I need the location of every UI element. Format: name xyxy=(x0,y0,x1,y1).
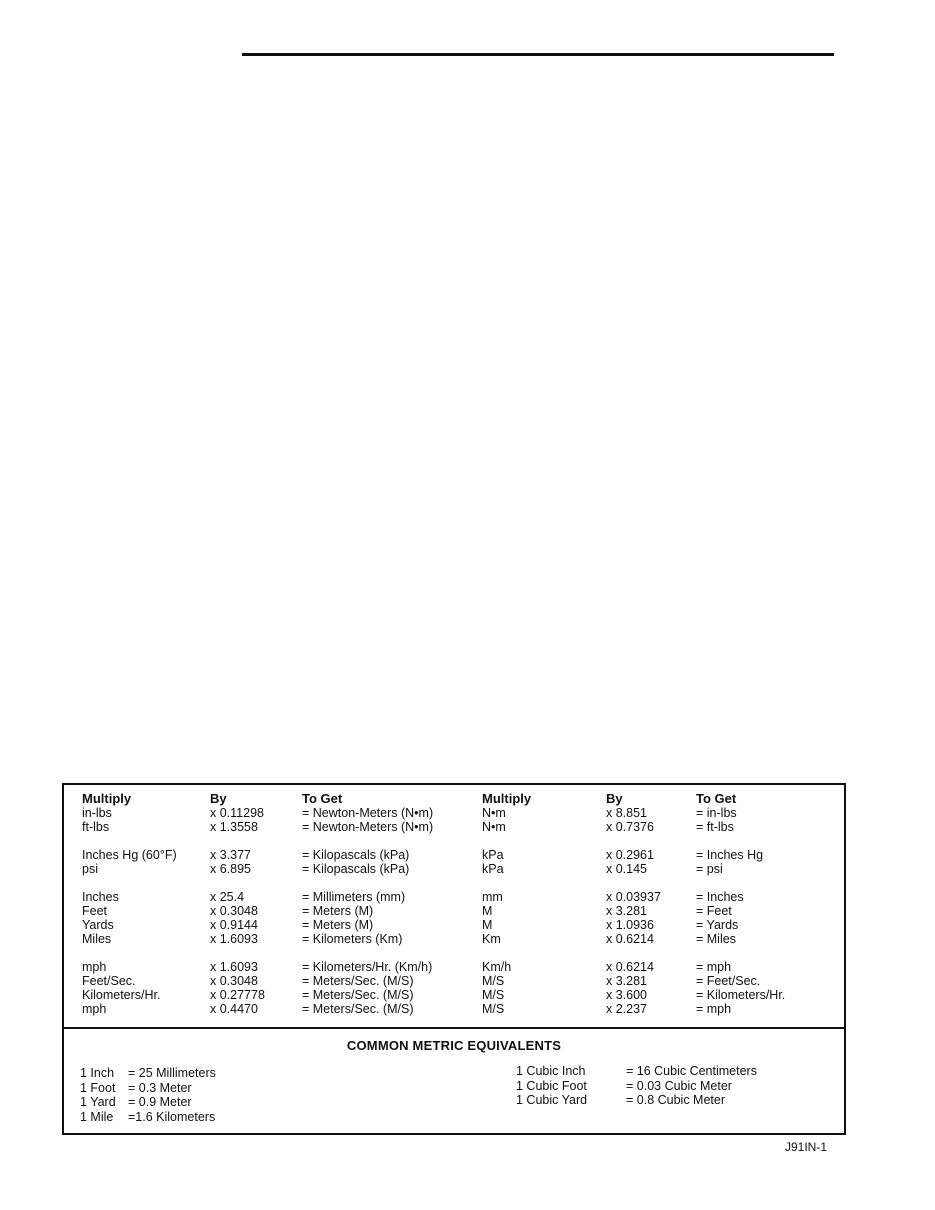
equivalent-value: = 0.3 Meter xyxy=(128,1080,192,1095)
reverse-to-unit: = Feet/Sec. xyxy=(696,974,761,988)
reverse-to-unit: = psi xyxy=(696,862,723,876)
equivalent-item xyxy=(516,1079,816,1093)
reverse-factor: x 1.0936 xyxy=(606,918,654,932)
from-unit: mph xyxy=(82,1002,107,1016)
reverse-to-unit: = in-lbs xyxy=(696,806,737,820)
factor: x 0.11298 xyxy=(210,806,264,820)
factor: x 0.3048 xyxy=(210,904,258,918)
reverse-factor: x 0.03937 xyxy=(606,890,661,904)
reverse-from-unit: N•m xyxy=(482,806,506,820)
reverse-factor: x 3.281 xyxy=(606,904,648,918)
equivalent-unit: 1 Inch xyxy=(80,1066,115,1080)
factor: x 3.377 xyxy=(210,848,252,862)
from-unit: Inches Hg (60°F) xyxy=(82,848,177,862)
factor: x 0.3048 xyxy=(210,974,258,988)
table-divider xyxy=(64,1027,844,1029)
reverse-from-unit: M/S xyxy=(482,1002,505,1016)
equivalents-title: COMMON METRIC EQUIVALENTS xyxy=(346,1038,562,1053)
equivalent-value: = 0.9 Meter xyxy=(128,1095,192,1109)
equivalent-unit: 1 Cubic Inch xyxy=(516,1064,586,1078)
equivalent-value: = 0.8 Cubic Meter xyxy=(626,1093,726,1107)
reverse-from-unit: Km xyxy=(482,932,501,946)
equivalent-value: =1.6 Kilometers xyxy=(128,1109,216,1124)
to-unit: = Meters (M) xyxy=(302,918,374,932)
equivalent-value: = 0.03 Cubic Meter xyxy=(626,1078,732,1093)
reverse-factor: x 0.6214 xyxy=(606,960,654,974)
from-unit: in-lbs xyxy=(82,806,112,820)
table-row xyxy=(64,890,844,904)
reverse-factor: x 3.281 xyxy=(606,974,648,988)
factor: x 25.4 xyxy=(210,890,245,904)
table-row xyxy=(64,960,844,974)
header-multiply: Multiply xyxy=(82,791,132,806)
table-row xyxy=(64,918,844,932)
to-unit: = Meters/Sec. (M/S) xyxy=(302,1002,414,1016)
to-unit: = Meters (M) xyxy=(302,904,374,918)
from-unit: ft-lbs xyxy=(82,820,110,834)
reverse-factor: x 2.237 xyxy=(606,1002,648,1016)
to-unit: = Kilopascals (kPa) xyxy=(302,862,410,876)
equivalent-item xyxy=(80,1066,380,1080)
table-row xyxy=(64,988,844,1002)
reverse-factor: x 8.851 xyxy=(606,806,648,820)
reverse-factor: x 3.600 xyxy=(606,988,648,1002)
reverse-from-unit: M/S xyxy=(482,988,505,1002)
reverse-from-unit: mm xyxy=(482,890,503,904)
header-by: By xyxy=(210,791,227,806)
equivalent-item xyxy=(516,1064,816,1078)
table-row xyxy=(64,848,844,862)
to-unit: = Kilometers (Km) xyxy=(302,932,403,946)
factor: x 6.895 xyxy=(210,862,252,876)
to-unit: = Kilopascals (kPa) xyxy=(302,848,410,862)
equivalent-item xyxy=(80,1095,380,1109)
page-code: J91IN-1 xyxy=(785,1140,828,1154)
from-unit: psi xyxy=(82,862,98,876)
equivalent-unit: 1 Cubic Foot xyxy=(516,1078,587,1093)
table-row xyxy=(64,904,844,918)
to-unit: = Meters/Sec. (M/S) xyxy=(302,988,414,1002)
reverse-to-unit: = Feet xyxy=(696,904,732,918)
equivalent-unit: 1 Yard xyxy=(80,1095,116,1109)
equivalent-unit: 1 Foot xyxy=(80,1080,116,1095)
from-unit: Feet xyxy=(82,904,108,918)
from-unit: Miles xyxy=(82,932,112,946)
from-unit: Yards xyxy=(82,918,114,932)
to-unit: = Meters/Sec. (M/S) xyxy=(302,974,414,988)
factor: x 0.4470 xyxy=(210,1002,258,1016)
reverse-factor: x 0.6214 xyxy=(606,932,654,946)
factor: x 0.27778 xyxy=(210,988,265,1002)
table-row xyxy=(64,1002,844,1016)
reverse-to-unit: = ft-lbs xyxy=(696,820,734,834)
from-unit: Inches xyxy=(82,890,119,904)
to-unit: = Millimeters (mm) xyxy=(302,890,406,904)
reverse-to-unit: = Miles xyxy=(696,932,736,946)
header-multiply-reverse: Multiply xyxy=(482,791,532,806)
table-row xyxy=(64,974,844,988)
reverse-factor: x 0.145 xyxy=(606,862,648,876)
top-rule xyxy=(242,53,834,56)
factor: x 1.3558 xyxy=(210,820,258,834)
table-row xyxy=(64,820,844,834)
to-unit: = Kilometers/Hr. (Km/h) xyxy=(302,960,433,974)
header-by-reverse: By xyxy=(606,791,623,806)
reverse-from-unit: N•m xyxy=(482,820,506,834)
equivalent-unit: 1 Cubic Yard xyxy=(516,1093,588,1107)
table-row xyxy=(64,932,844,946)
from-unit: Kilometers/Hr. xyxy=(82,988,161,1002)
factor: x 0.9144 xyxy=(210,918,258,932)
reverse-to-unit: = mph xyxy=(696,960,732,974)
reverse-to-unit: = Inches xyxy=(696,890,744,904)
reverse-from-unit: Km/h xyxy=(482,960,512,974)
reverse-from-unit: kPa xyxy=(482,848,504,862)
reverse-to-unit: = Yards xyxy=(696,918,739,932)
reverse-from-unit: kPa xyxy=(482,862,504,876)
to-unit: = Newton-Meters (N•m) xyxy=(302,806,434,820)
equivalent-item xyxy=(80,1081,380,1095)
equivalent-value: = 16 Cubic Centimeters xyxy=(626,1064,757,1078)
equivalent-item xyxy=(516,1093,816,1107)
equivalent-item xyxy=(80,1110,380,1124)
header-to-get-reverse: To Get xyxy=(696,791,737,806)
equivalent-unit: 1 Mile xyxy=(80,1109,114,1124)
reverse-factor: x 0.2961 xyxy=(606,848,654,862)
reverse-from-unit: M/S xyxy=(482,974,505,988)
factor: x 1.6093 xyxy=(210,932,258,946)
conversion-table xyxy=(62,783,846,1135)
table-row xyxy=(64,862,844,876)
from-unit: mph xyxy=(82,960,107,974)
to-unit: = Newton-Meters (N•m) xyxy=(302,820,434,834)
reverse-to-unit: = Kilometers/Hr. xyxy=(696,988,786,1002)
header-to-get: To Get xyxy=(302,791,343,806)
equivalent-value: = 25 Millimeters xyxy=(128,1066,216,1080)
reverse-from-unit: M xyxy=(482,904,493,918)
from-unit: Feet/Sec. xyxy=(82,974,136,988)
reverse-factor: x 0.7376 xyxy=(606,820,654,834)
table-row xyxy=(64,806,844,820)
table-header-row xyxy=(64,792,844,806)
reverse-to-unit: = mph xyxy=(696,1002,732,1016)
factor: x 1.6093 xyxy=(210,960,258,974)
reverse-from-unit: M xyxy=(482,918,493,932)
reverse-to-unit: = Inches Hg xyxy=(696,848,764,862)
